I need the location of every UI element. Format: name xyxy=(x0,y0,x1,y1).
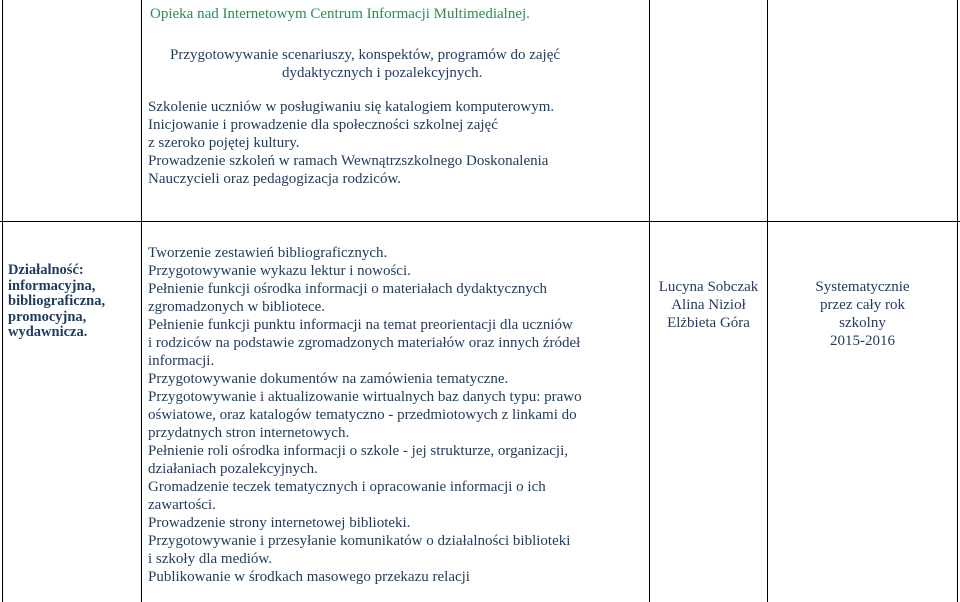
top-line: Inicjowanie i prowadzenie dla społeczności szkolnej zajęć xyxy=(148,117,498,133)
top-line: Nauczycieli oraz pedagogizacja rodziców. xyxy=(148,171,402,187)
table-border-right xyxy=(957,0,958,602)
task-line: informacji. xyxy=(148,353,215,369)
cell-heading: Opieka nad Internetowym Centrum Informacji Multimedialnej. xyxy=(150,6,530,22)
task-line: działaniach pozalekcyjnych. xyxy=(148,461,318,477)
responsible-person: Lucyna Sobczak xyxy=(658,279,759,295)
activity-type: informacyjna, xyxy=(8,278,96,294)
column-divider-1 xyxy=(141,0,142,602)
task-line: Pełnienie funkcji ośrodka informacji o materiałach dydaktycznych xyxy=(148,281,548,297)
task-line: Prowadzenie strony internetowej biblioteki. xyxy=(148,515,411,531)
schedule-line: 2015-2016 xyxy=(830,333,895,349)
top-line: dydaktycznych i pozalekcyjnych. xyxy=(282,65,483,81)
task-line: Przygotowywanie dokumentów na zamówienia tematyczne. xyxy=(148,371,509,387)
activity-label: Działalność: xyxy=(8,262,84,278)
task-line: Gromadzenie teczek tematycznych i opracowanie informacji o ich xyxy=(148,479,546,495)
task-line: zgromadzonych w bibliotece. xyxy=(148,299,326,315)
top-line: z szeroko pojętej kultury. xyxy=(148,135,300,151)
activity-type: bibliograficzna, xyxy=(8,293,106,309)
responsible-person: Elżbieta Góra xyxy=(667,315,750,331)
task-line: Pełnienie funkcji punktu informacji na temat preorientacji dla uczniów xyxy=(148,317,573,333)
task-line: i rodziców na podstawie zgromadzonych materiałów oraz innych źródeł xyxy=(148,335,581,351)
top-line: Szkolenie uczniów w posługiwaniu się katalogiem komputerowym. xyxy=(148,99,555,115)
task-line: Przygotowywanie i przesyłanie komunikatów o działalności biblioteki xyxy=(148,533,571,549)
top-line: Przygotowywanie scenariuszy, konspektów, programów do zajęć xyxy=(170,47,561,63)
task-line: Przygotowywanie wykazu lektur i nowości. xyxy=(148,263,411,279)
schedule-line: Systematycznie xyxy=(815,279,910,295)
top-line: Prowadzenie szkoleń w ramach Wewnątrzszkolnego Doskonalenia xyxy=(148,153,549,169)
activity-type: wydawnicza. xyxy=(8,324,88,340)
task-line: zawartości. xyxy=(148,497,216,513)
row-divider xyxy=(0,221,960,222)
responsible-person: Alina Nizioł xyxy=(671,297,746,313)
task-line: Przygotowywanie i aktualizowanie wirtualnych baz danych typu: prawo xyxy=(148,389,582,405)
activity-type: promocyjna, xyxy=(8,309,87,325)
task-line: oświatowe, oraz katalogów tematyczno - przedmiotowych z linkami do xyxy=(148,407,577,423)
task-line: przydatnych stron internetowych. xyxy=(148,425,350,441)
task-line: Tworzenie zestawień bibliograficznych. xyxy=(148,245,388,261)
table-border-left xyxy=(2,0,3,602)
schedule-line: przez cały rok xyxy=(820,297,905,313)
schedule-line: szkolny xyxy=(839,315,886,331)
task-line: Publikowanie w środkach masowego przekazu relacji xyxy=(148,569,470,585)
task-line: i szkoły dla mediów. xyxy=(148,551,273,567)
task-line: Pełnienie roli ośrodka informacji o szkole - jej strukturze, organizacji, xyxy=(148,443,569,459)
